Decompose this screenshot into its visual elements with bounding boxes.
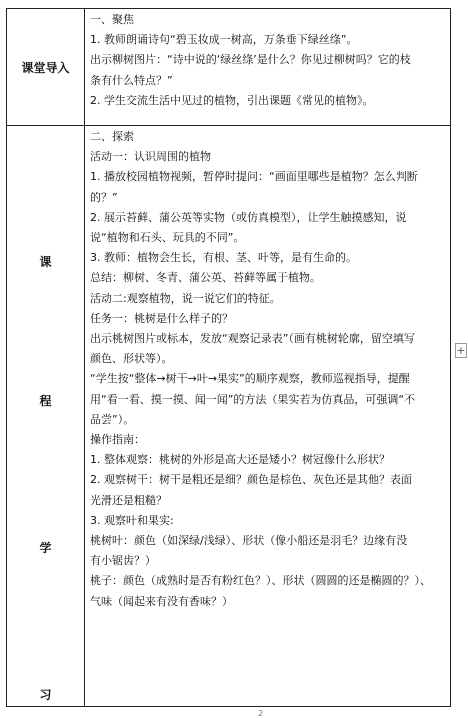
table-row-intro: [7, 9, 451, 126]
text-line: 总结：柳树、冬青、蒲公英、苔藓等属于植物。: [90, 271, 321, 285]
row-header-intro: 课堂导入: [7, 9, 85, 126]
text-line: 用“看一看、摸一摸、闻一闻”的方法（果实若为仿真品，可强调“不: [90, 392, 416, 406]
text-line: 说“植物和石头、玩具的不同”。: [90, 231, 245, 245]
text-line: 3. 观察叶和果实:: [90, 513, 174, 527]
table-expand-button[interactable]: +: [456, 344, 466, 357]
text-line: 任务一：桃树是什么样子的？: [90, 311, 233, 325]
text-line: 桃树叶：颜色（如深绿/浅绿）、形状（像小船还是羽毛？边缘有没: [90, 534, 408, 548]
text-line: 颜色、形状等）。: [90, 352, 173, 366]
text-line: 有小锯齿？）: [90, 554, 156, 568]
text-line: 的？”: [90, 190, 118, 204]
text-line: 1. 整体观察：桃树的外形是高大还是矮小？树冠像什么形状？: [90, 453, 390, 467]
text-line: 1. 教师朗诵诗句“碧玉妆成一树高，万条垂下绿丝绦”。: [90, 33, 358, 47]
text-line: “学生按“整体→树干→叶→果实”的顺序观察，教师巡视指导，提醒: [90, 372, 410, 386]
intro-content: [85, 9, 451, 126]
text-line: 一、聚焦: [90, 13, 134, 26]
text-line: 活动二:观察植物，说一说它们的特征。: [90, 291, 281, 305]
text-line: 二、探索: [90, 130, 134, 143]
side-char: 程: [39, 394, 52, 408]
text-line: 光滑还是粗糙？: [90, 493, 167, 507]
side-char: 学: [39, 541, 52, 555]
text-line: 出示桃树图片或标本，发放“观察记录表”（画有桃树轮廓，留空填写: [90, 332, 415, 346]
text-line: 品尝”）。: [90, 412, 135, 426]
text-line: 2. 展示苔藓、蒲公英等实物（或仿真模型），让学生触摸感知，说: [90, 210, 407, 224]
row-header-learning: [7, 126, 85, 707]
text-line: 桃子：颜色（成熟时是否有粉红色？）、形状（圆圆的还是椭圆的？）、: [90, 574, 431, 588]
text-line: 气味（闻起来有没有香味？）: [90, 594, 233, 608]
table-row-learning: [7, 126, 451, 707]
learning-content: [85, 126, 451, 707]
text-line: 条有什么特点？”: [90, 73, 173, 87]
page-number: 2: [258, 709, 264, 718]
text-line: 2. 学生交流生活中见过的植物，引出课题《常见的植物》。: [90, 93, 374, 107]
text-line: 3. 教师：植物会生长，有根、茎、叶等，是有生命的。: [90, 251, 357, 265]
text-line: 出示柳树图片：“诗中说的‘绿丝绦’是什么？你见过柳树吗？它的枝: [90, 53, 411, 67]
side-char: 习: [39, 688, 52, 702]
text-line: 操作指南：: [90, 433, 145, 447]
text-line: 2. 观察树干：树干是粗还是细？颜色是棕色、灰色还是其他？表面: [90, 473, 412, 487]
text-line: 1. 播放校园植物视频，暂停时提问：“画面里哪些是植物？怎么判断: [90, 170, 418, 184]
lesson-plan-table: [6, 8, 451, 707]
text-line: 活动一：认识周围的植物: [90, 150, 211, 164]
side-char: 课: [39, 255, 52, 269]
